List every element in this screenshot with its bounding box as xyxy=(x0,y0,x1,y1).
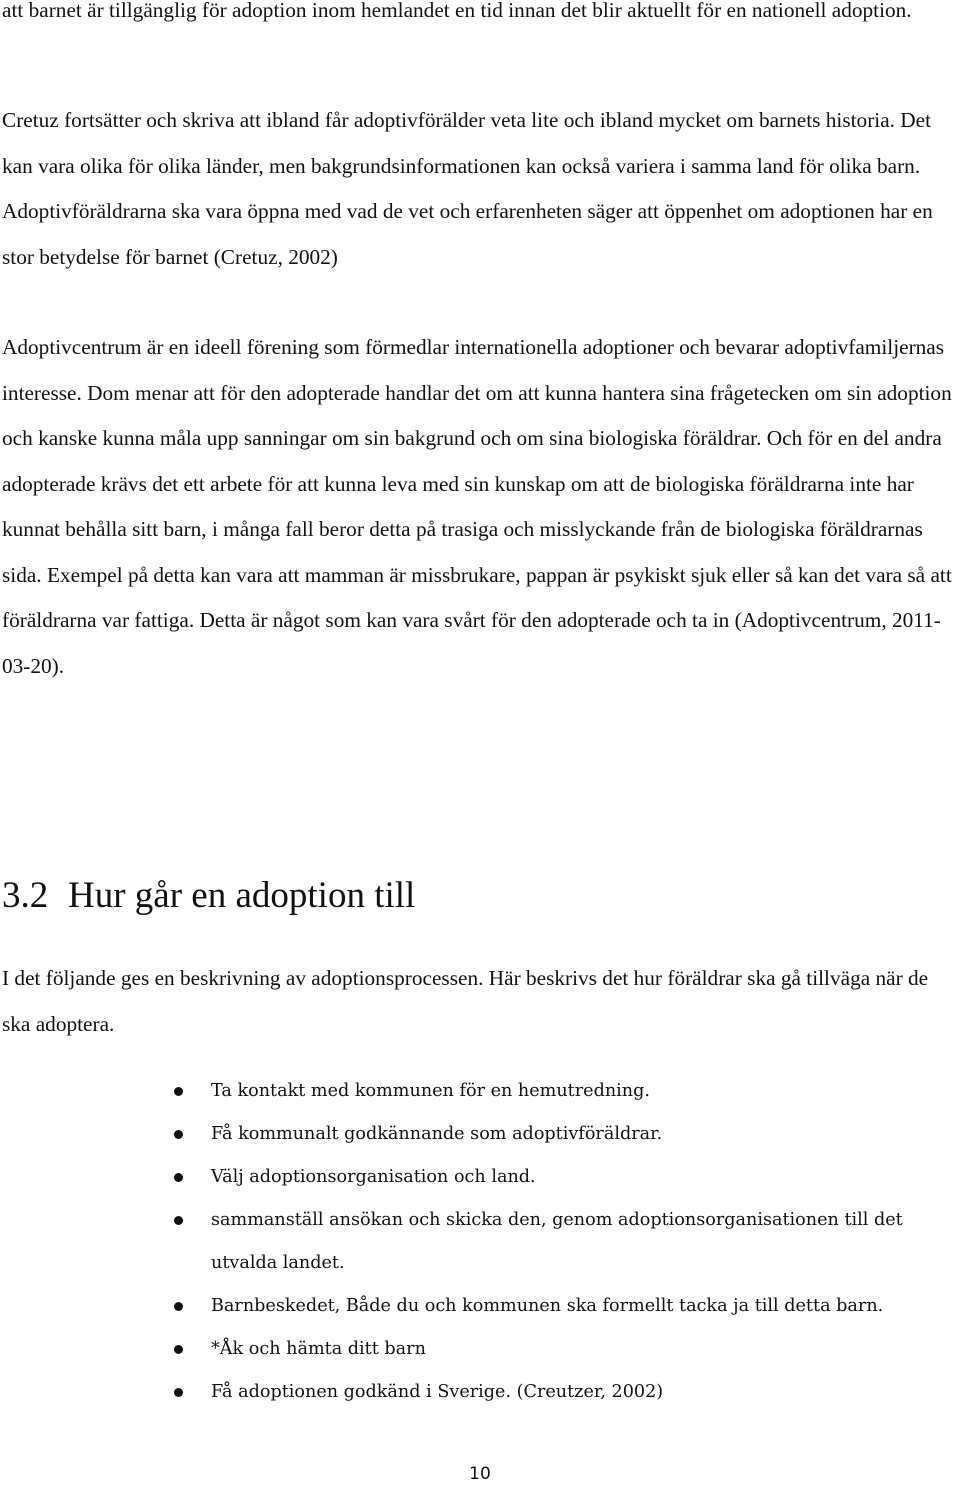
page-number: 10 xyxy=(469,1464,491,1484)
list-item xyxy=(0,1371,960,1414)
list-item xyxy=(0,1070,960,1113)
bullet-icon xyxy=(174,1216,183,1225)
list-item xyxy=(0,1156,960,1199)
list-item-text: Ta kontakt med kommunen för en hemutredning. xyxy=(211,1081,650,1101)
section-heading xyxy=(2,866,415,926)
bullet-icon xyxy=(174,1302,183,1311)
section-intro: I det följande ges en beskrivning av adoptionsprocessen. Här beskrivs det hur föräldrar ska gå tillväga när de ska adoptera. xyxy=(2,966,929,1036)
adoption-steps-list xyxy=(0,1070,960,1414)
list-item-text: *Åk och hämta ditt barn xyxy=(211,1339,426,1359)
list-item-text: Välj adoptionsorganisation och land. xyxy=(211,1167,536,1187)
paragraph-cretuz: Cretuz fortsätter och skriva att ibland får adoptivförälder veta lite och ibland mycket om barnets historia. Det kan vara olika för olika länder, men bakgrundsinformationen kan också variera i samma land för olika barn. Adoptivföräldrarna ska vara öppna med vad de vet och erfarenheten säger att öppenhet om adoptionen har en stor betydelse för barnet (Cretuz, 2002) xyxy=(2,108,933,269)
bullet-icon xyxy=(174,1130,183,1139)
list-item-text: Få adoptionen godkänd i Sverige. (Creutzer, 2002) xyxy=(211,1382,664,1402)
list-item-text: Få kommunalt godkännande som adoptivföräldrar. xyxy=(211,1124,663,1144)
list-item xyxy=(0,1199,960,1285)
list-item xyxy=(0,1113,960,1156)
paragraph-adoption-intro: att barnet är tillgänglig för adoption inom hemlandet en tid innan det blir aktuellt för en nationell adoption. xyxy=(2,0,912,22)
bullet-icon xyxy=(174,1345,183,1354)
section-number: 3.2 xyxy=(2,875,49,916)
list-item-text: Barnbeskedet, Både du och kommunen ska formellt tacka ja till detta barn. xyxy=(211,1296,884,1316)
bullet-icon xyxy=(174,1087,183,1096)
bullet-icon xyxy=(174,1173,183,1182)
list-item xyxy=(0,1285,960,1328)
bullet-icon xyxy=(174,1388,183,1397)
section-title: Hur går en adoption till xyxy=(68,875,416,916)
paragraph-adoptivcentrum: Adoptivcentrum är en ideell förening som förmedlar internationella adoptioner och bevarar adoptivfamiljernas interesse. Dom menar att för den adopterade handlar det om att kunna hantera sina frågetecken om sin adoption och kanske kunna måla upp sanningar om sin bakgrund och om sina biologiska föräldrar. Och för en del andra adopterade krävs det ett arbete för att kunna leva med sin kunskap om att de biologiska föräldrarna inte har kunnat behålla sitt barn, i många fall beror detta på trasiga och misslyckande från de biologiska föräldrarnas sida. Exempel på detta kan vara att mamman är missbrukare, pappan är psykiskt sjuk eller så kan det vara så att föräldrarna var fattiga. Detta är något som kan vara svårt för den adopterade och ta in (Adoptivcentrum, 2011-03-20). xyxy=(2,335,952,678)
list-item xyxy=(0,1328,960,1371)
list-item-text: sammanställ ansökan och skicka den, genom adoptionsorganisationen till det utvalda landet. xyxy=(211,1210,903,1273)
